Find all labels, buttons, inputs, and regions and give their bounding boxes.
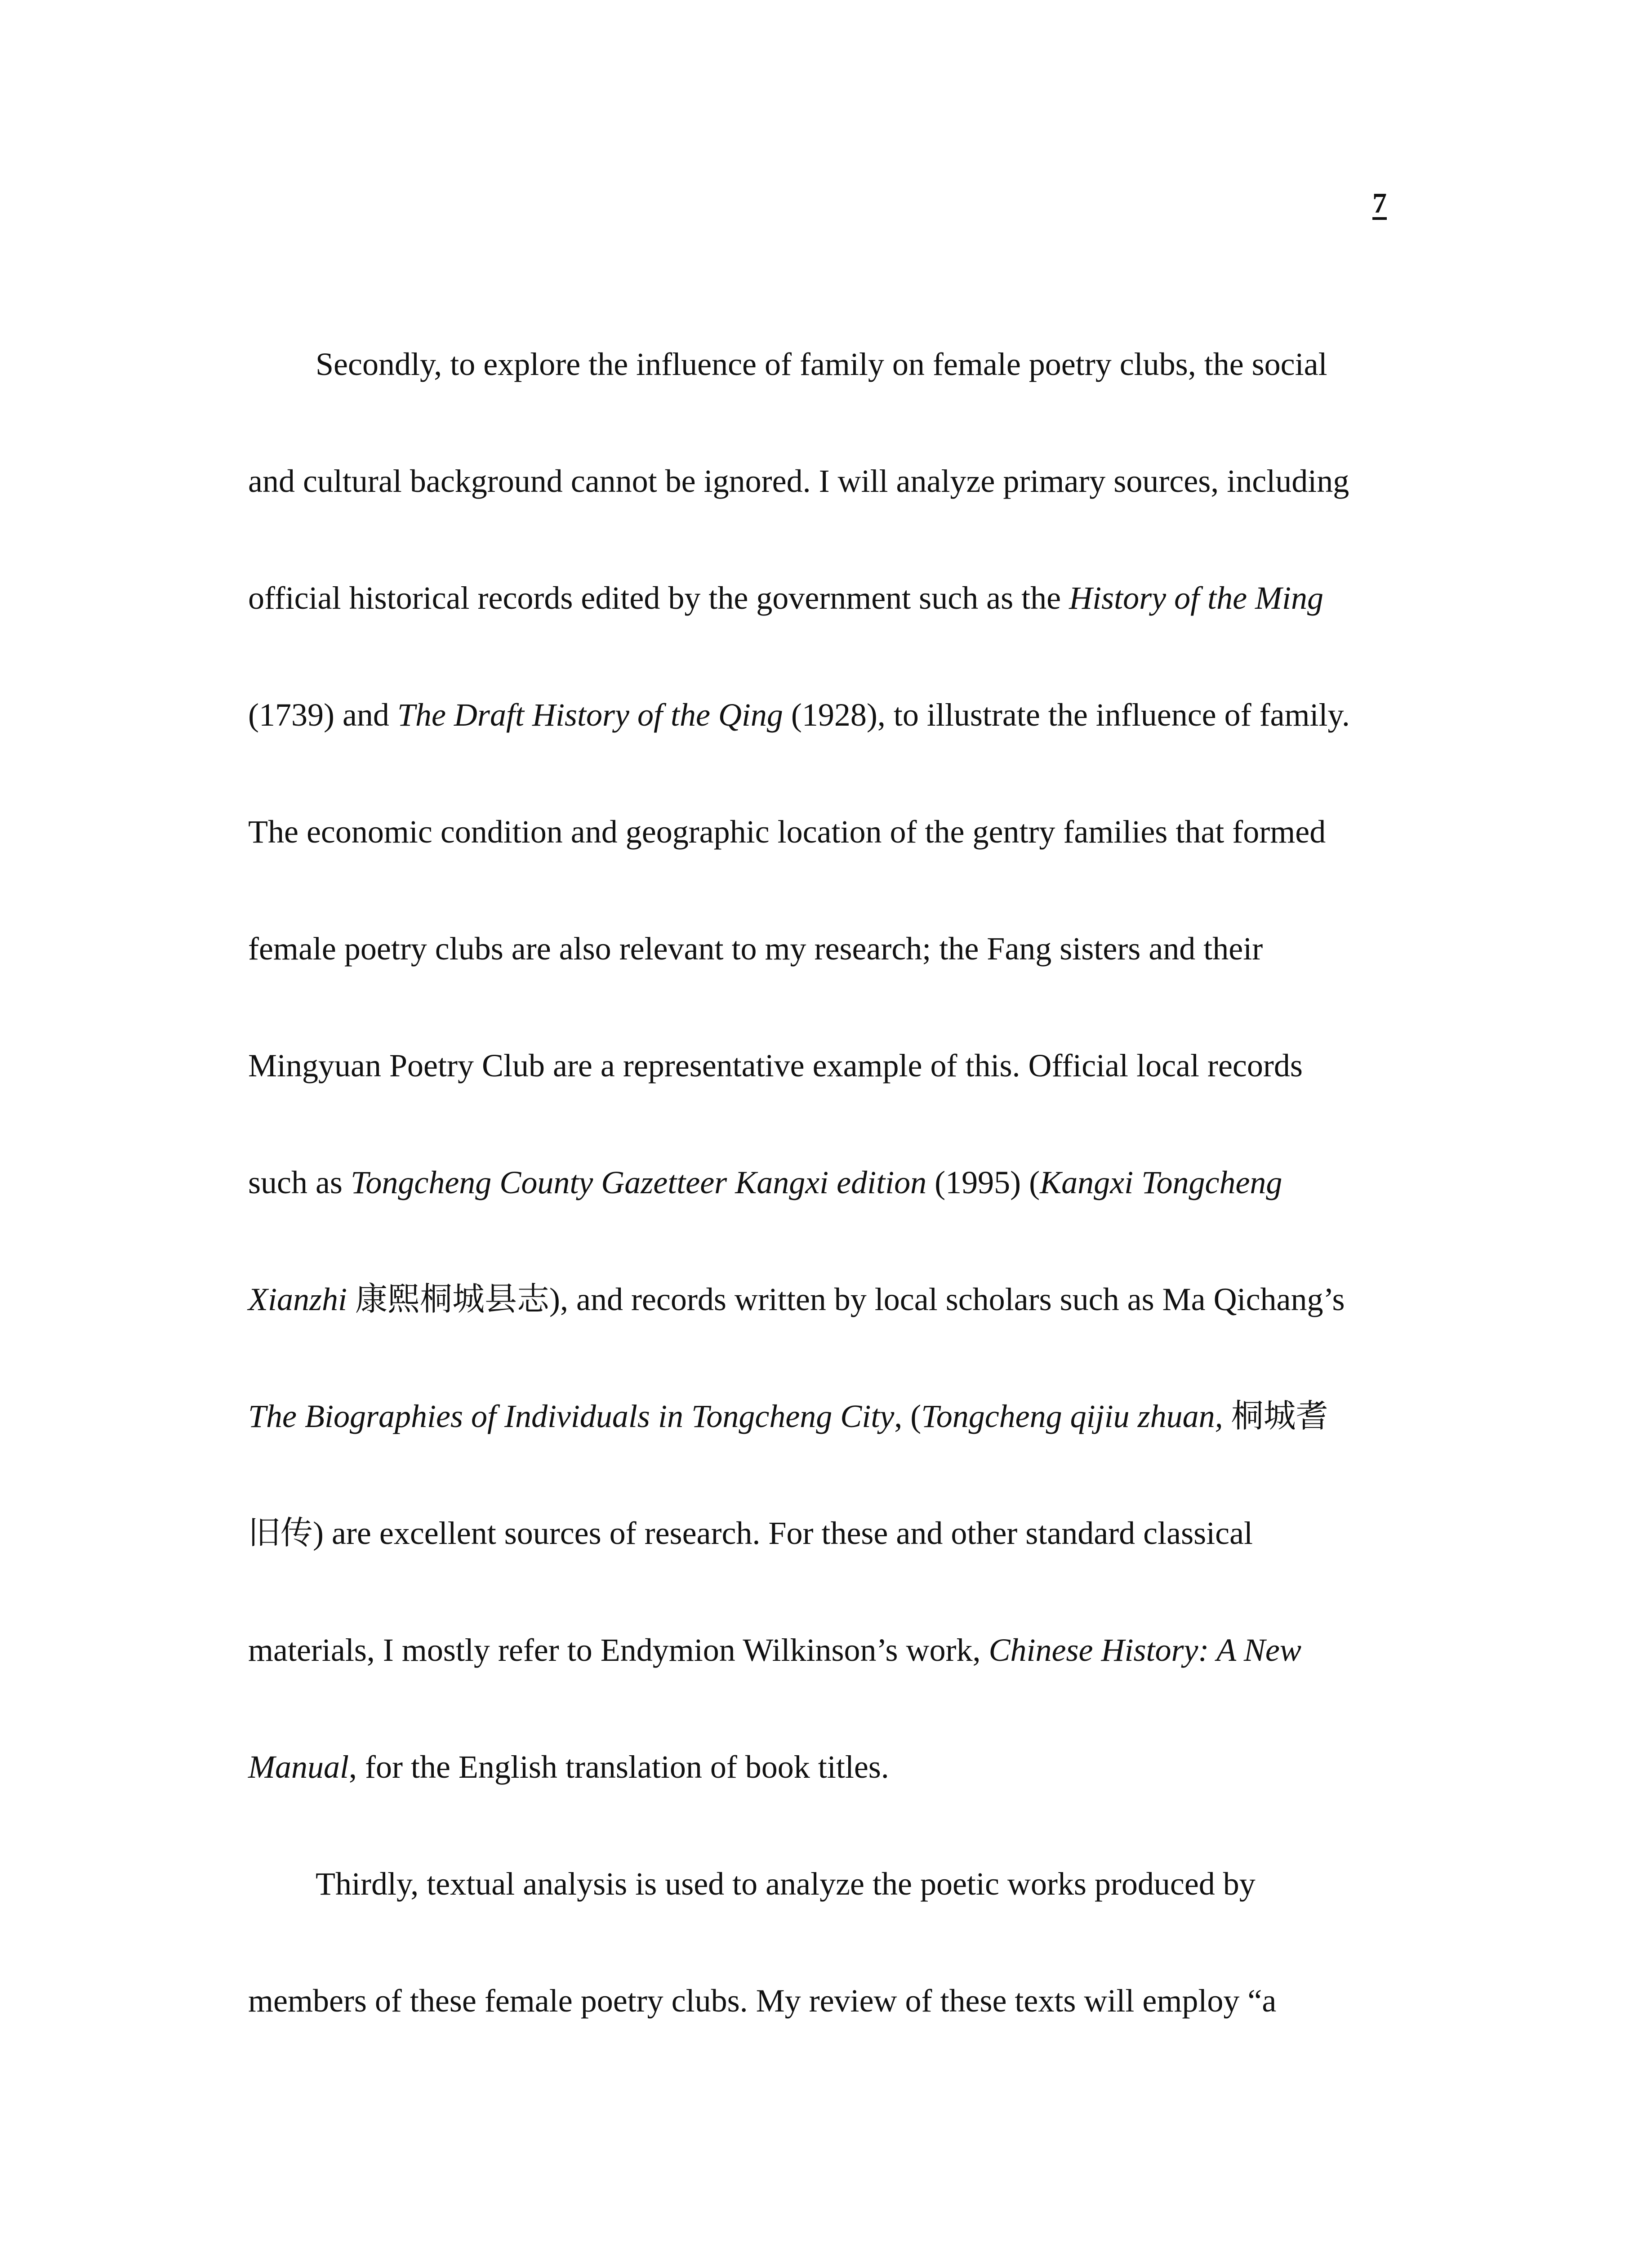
- text-line: [248, 1825, 1381, 1942]
- text-line: [248, 1007, 1381, 1124]
- body-text: [248, 306, 1381, 2059]
- text-run: (1928), to illustrate the influence of family.: [783, 697, 1350, 733]
- text-run: members of these female poetry clubs. My review of these texts will employ “a: [248, 1983, 1277, 2019]
- text-run: , (: [894, 1398, 922, 1434]
- text-run: materials, I mostly refer to Endymion Wilkinson’s work,: [248, 1632, 989, 1668]
- text-line: [248, 540, 1381, 656]
- text-line: [248, 1241, 1381, 1358]
- italic-title: Chinese History: A New: [989, 1632, 1301, 1668]
- text-run: Thirdly, textual analysis is used to analyze the poetic works produced by: [316, 1866, 1256, 1902]
- text-run: such as: [248, 1164, 351, 1200]
- text-run: 桐城耆: [1223, 1398, 1328, 1434]
- text-line: [248, 1942, 1381, 2059]
- italic-title: Tongcheng County Gazetteer Kangxi edition: [350, 1164, 927, 1200]
- paragraph: [248, 306, 1381, 1825]
- text-run: The economic condition and geographic location of the gentry families that formed: [248, 814, 1326, 850]
- text-line: [248, 656, 1381, 773]
- text-run: (1739) and: [248, 697, 397, 733]
- text-run: and cultural background cannot be ignored. I will analyze primary sources, including: [248, 463, 1349, 499]
- text-line: [248, 1592, 1381, 1708]
- text-line: [248, 1475, 1381, 1592]
- text-line: [248, 773, 1381, 890]
- text-run: , for the English translation of book titles.: [348, 1749, 889, 1785]
- text-run: 旧传) are excellent sources of research. For these and other standard classical: [248, 1515, 1253, 1551]
- text-line: [248, 306, 1381, 423]
- text-run: official historical records edited by the government such as the: [248, 580, 1069, 616]
- italic-title: Tongcheng qijiu zhuan,: [921, 1398, 1223, 1434]
- italic-title: Kangxi Tongcheng: [1040, 1164, 1282, 1200]
- italic-title: Xianzhi: [248, 1281, 347, 1317]
- text-run: Mingyuan Poetry Club are a representative example of this. Official local records: [248, 1048, 1303, 1084]
- italic-title: The Draft History of the Qing: [397, 697, 783, 733]
- text-run: (1995) (: [926, 1164, 1040, 1200]
- paragraph: [248, 1825, 1381, 2059]
- italic-title: Manual: [248, 1749, 349, 1785]
- text-line: [248, 890, 1381, 1007]
- page-number: 7: [1372, 187, 1387, 219]
- text-run: 康熙桐城县志), and records written by local scholars such as Ma Qichang’s: [347, 1281, 1345, 1317]
- text-run: female poetry clubs are also relevant to my research; the Fang sisters and their: [248, 931, 1263, 967]
- text-line: [248, 1358, 1381, 1475]
- italic-title: History of the Ming: [1069, 580, 1324, 616]
- text-line: [248, 1124, 1381, 1241]
- italic-title: The Biographies of Individuals in Tongcheng City: [248, 1398, 895, 1434]
- text-line: [248, 423, 1381, 540]
- text-line: [248, 1708, 1381, 1825]
- text-run: Secondly, to explore the influence of family on female poetry clubs, the social: [316, 346, 1327, 382]
